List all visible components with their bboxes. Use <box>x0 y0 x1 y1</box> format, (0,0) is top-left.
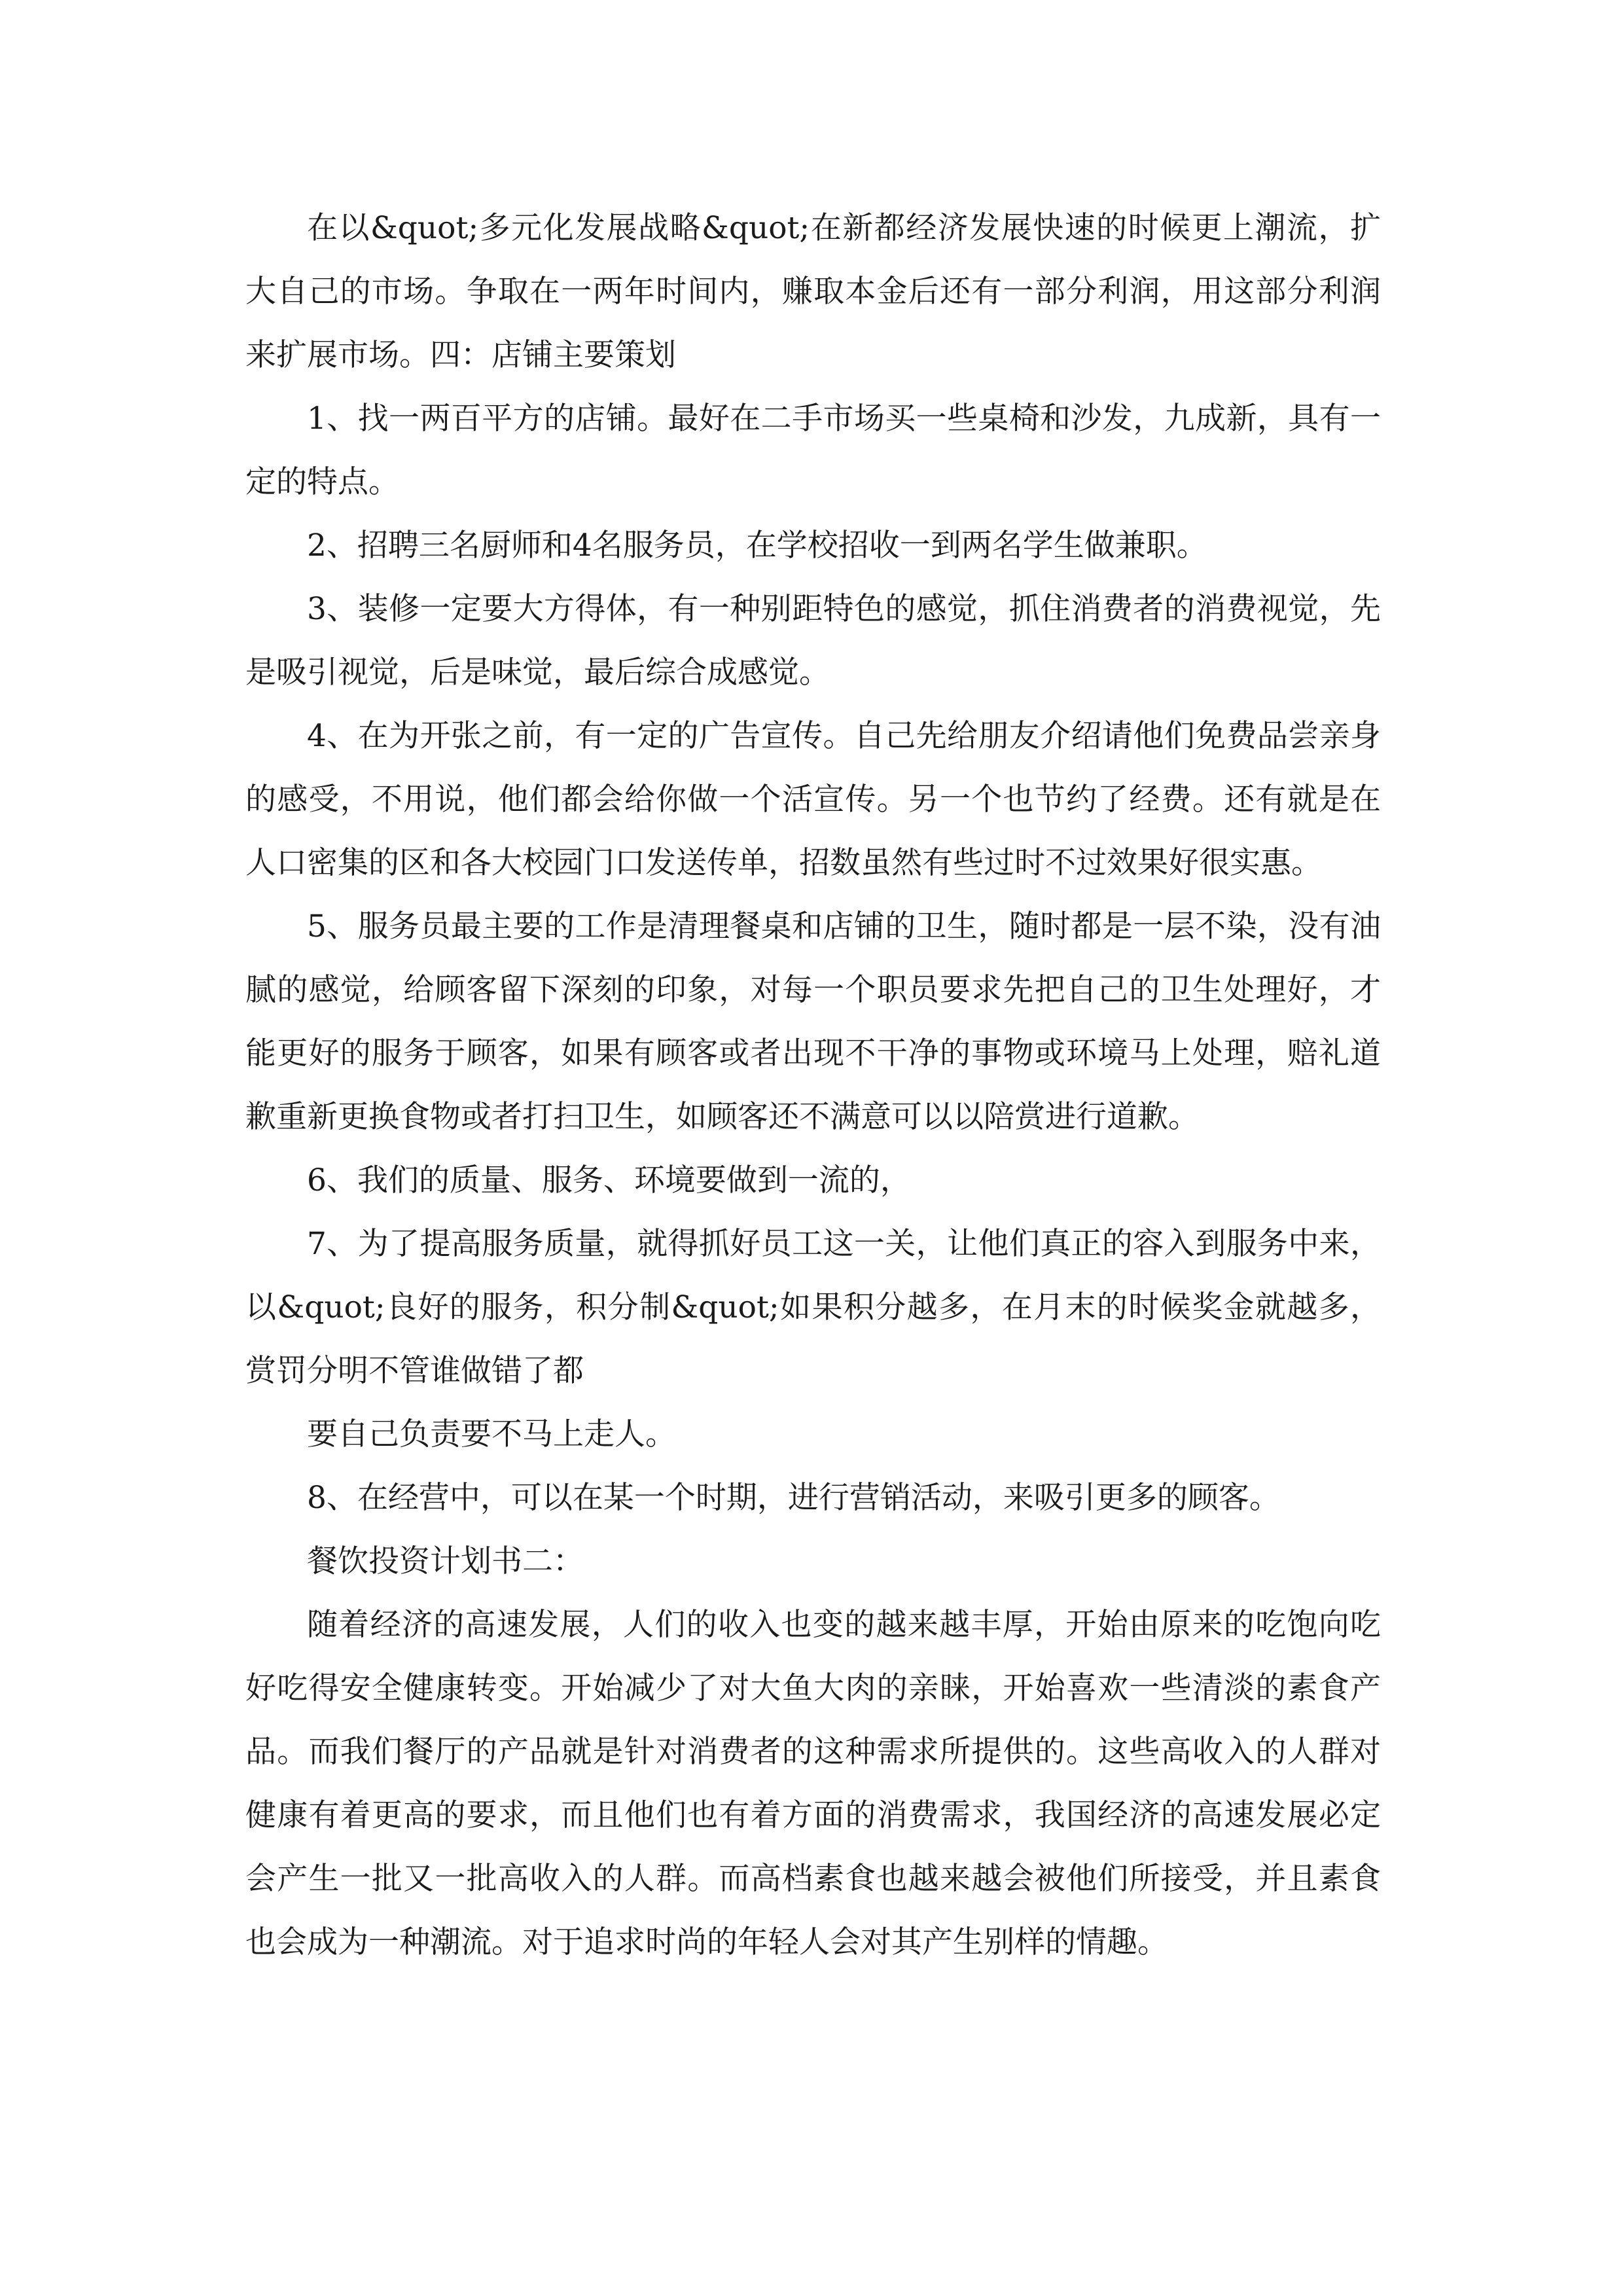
paragraph-item-7-continued: 要自己负责要不马上走人。 <box>307 1416 676 1452</box>
paragraph-item-8: 8、在经营中，可以在某一个时期，进行营销活动，来吸引更多的顾客。 <box>307 1480 1280 1516</box>
paragraph-item-2: 2、招聘三名厨师和4名服务员，在学校招收一到两名学生做兼职。 <box>307 528 1207 564</box>
paragraph-item-7: 7、为了提高服务质量，就得抓好员工这一关，让他们真正的容入到服务中来，以&quot;良好的服务，积分制&quot;如果积分越多，在月末的时候奖金就越多，赏罚分明不管谁做错了都 <box>245 1226 1381 1389</box>
body-text <box>245 196 1381 1974</box>
paragraph-item-3: 3、装修一定要大方得体，有一种别距特色的感觉，抓住消费者的消费视觉，先是吸引视觉，后是味觉，最后综合成感觉。 <box>245 591 1381 691</box>
paragraph-item-6: 6、我们的质量、服务、环境要做到一流的， <box>307 1162 911 1198</box>
paragraph-intro: 随着经济的高速发展，人们的收入也变的越来越丰厚，开始由原来的吃饱向吃好吃得安全健康转变。开始减少了对大鱼大肉的亲睐，开始喜欢一些清淡的素食产品。而我们餐厅的产品就是针对消费者的这种需求所提供的。这些高收入的人群对健康有着更高的要求，而且他们也有着方面的消费需求，我国经济的高速发展必定会产生一批又一批高收入的人群。而高档素食也越来越会被他们所接受，并且素食也会成为一种潮流。对于追求时尚的年轻人会对其产生别样的情趣。 <box>245 1607 1381 1960</box>
paragraph-item-4: 4、在为开张之前，有一定的广告宣传。自己先给朋友介绍请他们免费品尝亲身的感受，不用说，他们都会给你做一个活宣传。另一个也节约了经费。还有就是在人口密集的区和各大校园门口发送传单，招数虽然有些过时不过效果好很实惠。 <box>245 718 1381 881</box>
paragraph-item-5: 5、服务员最主要的工作是清理餐桌和店铺的卫生，随时都是一层不染，没有油腻的感觉，给顾客留下深刻的印象，对每一个职员要求先把自己的卫生处理好，才能更好的服务于顾客，如果有顾客或者出现不干净的事物或环境马上处理，赔礼道歉重新更换食物或者打扫卫生，如顾客还不满意可以以陪赏进行道歉。 <box>245 908 1381 1135</box>
paragraph-item-1: 1、找一两百平方的店铺。最好在二手市场买一些桌椅和沙发，九成新，具有一定的特点。 <box>245 401 1381 500</box>
section-heading: 餐饮投资计划书二： <box>307 1543 584 1579</box>
paragraph-strategy: 在以&quot;多元化发展战略&quot;在新都经济发展快速的时候更上潮流，扩大自己的市场。争取在一两年时间内，赚取本金后还有一部分利润，用这部分利润来扩展市场。四：店铺主要策划 <box>245 210 1381 373</box>
